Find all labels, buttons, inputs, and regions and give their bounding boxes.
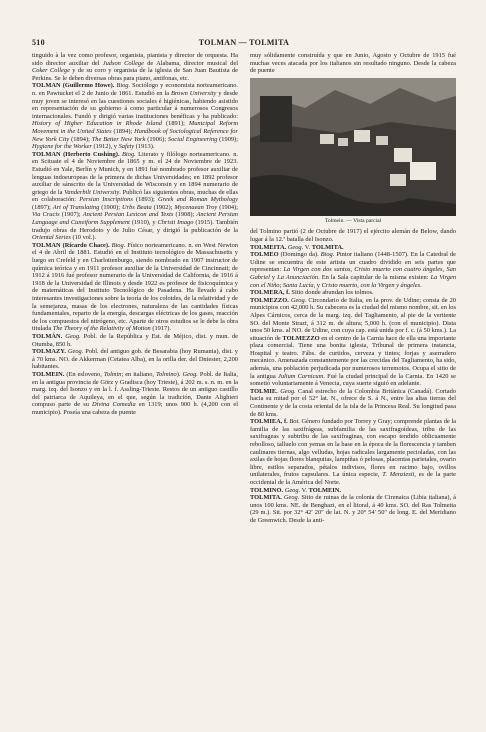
right-column <box>250 52 456 712</box>
entry-paragraph: TOLMEZZO. Geog. Circondario de Italia, en la prov. de Udine; consta de 20 municipios con 42,000 h. Su cabecera es la ciudad del mismo nombre, sit. en los Alpes Cárnicos, cerca de la marg. izq. del Tagliamento, al pie de la vertiente SO. del Monte Strazt, á 312 m. de altura; 5,000 h. (con el municipio). Dista unos 50 kms. al NO. de Udine, con cuya cap. está unida por f. c. (á 50 kms.). La situación de TOLMEZZO en el centro de la Carnia hace de ella una importante plaza comercial. Tiene una bonita iglesia, Tribunal de primera instancia, Hospital y teatro. Fábs. de curtidos, cerveza y tintes; forjas y aserradero mecánico. Amenazada constantemente por las crecidas del Tagliamento, ha sido, además, una población perjudicada por numerosos terremotos. Ocupa el sitio de la antigua Julium Carnicum. Fué la ciudad principal de la Carnia. En 1420 se sometió voluntariamente á Venecia, cuya suerte siguió en adelante. <box>250 296 456 388</box>
entry-paragraph: TOLMAZY. Geog. Pobl. del antiguo gob. de Besarabia (hoy Rumania), dist. y á 70 kms. NO. de Akkerman (Cetatea Alba), en la orilla der. del Dniester, 2,200 habitantes. <box>32 348 238 371</box>
entry-paragraph: TOLMEO (Domingo da). Biog. Pintor italiano (1448-1507). En la Catedral de Udine se encuentra de este artista un cuadro dividido en seis partes que representan: La Virgen con dos santos, Cristo muerto con cuatro ángeles, San Gabriel y La Anunciación. En la Sala capitular de la misma existen: La Virgen con el Niño; Santa Lucía, y Cristo muerto, con la Virgen y ángeles. <box>250 251 456 289</box>
entry-paragraph: TOLMAN (Ricardo Chace). Biog. Físico norteamericano. n. en West Newton el 4 de Abril de 1881. Estudió en el Instituto tecnológico de Massachusetts y luego en Crefeld y en Charlottenburgo, siendo nombrado en 1907 instructor de química teórica y en 1911 profesor auxiliar de la Universidad de Cincinnati; de 1912 á 1916 fué profesor numerario de la Universidad de California, de 1916 á 1918 de la Universidad de Illinois y desde 1922 es profesor de fisicoquímica y de matemáticas del Instituto Tecnológico de Pasadena. Ha llevado á cabo interesantes investigaciones sobre la teoría de los coloides, de la relatividad y de la semejanza, masas de los electrones, naturaleza de las cantidades físicas fundamentales, reparto de la energía, descargas eléctricas de los gases, reacción de los compuestos del nitrógeno, etc. Aparte de otros estudios se le debe la obra titulada The Theory of the Relativity of Motion (1917). <box>32 241 238 333</box>
entry-paragraph: muy sólidamente construída y que en Junio, Agosto y Octubre de 1915 fué muchas veces atacada por los italianos sin resultado ninguno. Desde la cabeza de puente <box>250 52 456 75</box>
entry-paragraph: tinguido à la vez como profesor, organista, pianista y director de orquesta. Ha sido director auxiliar del Judson College de Alabama, director musical del Coker College y de su coro y organista de la iglesia de San Juan Bautista de Perkins. Se le deben diversas obras para piano, antifonas, etc. <box>32 52 238 82</box>
entry-paragraph: TOLMIE. Geog. Canal estrecho de la Colombia Británica (Canadá). Cortado hacia su mitad por el 52° lat. N., ofrece de S. á N., entre las altas tierras del Continente y de la costa oriental de la isla de la Princesa Real. Su longitud pasa de 80 kms. <box>250 387 456 418</box>
entry-paragraph: TOLMEIN. (En esloveno, Tolmin; en italiano, Tolmino). Geog. Pobl. de Italia, en la antigua provincia de Görz y Gradisca (hoy Trieste), á 202 m. s. n. m. en la marg. izq. del Isonzo y en la l. f. Assling-Trieste. Restos de un antiguo castillo del patriarca de Aquileya, en el que, según la tradición, Dante Alighieri compuso parte de su Divina Comedia en 1319; unos 900 h. (4,200 con el municipio). Poseía una cabeza de puente <box>32 370 238 416</box>
entry-paragraph: TOLMIEA, f. Bot. Género fundado por Torrey y Gray; comprende plantas de la familia de las saxifrágeas, subfamilia de las saxifragoídeas, tribu de las saxifrageas y subtribu de las saxifraginas, con escapo tendido oblicuamente rebolloso, talluelo con yemas en la base en la época de la florescencia y tamben caulinares tiernas, algo velludas, hojas radicales largamente pecioladas, con las axilas de hojas flores blanquitas, lampiñas ó pelosas, placentas parietales, ovario libre, estilos separados, pétalos indivisos, flores en racimo bajo, ovillos unilaterales, frutos capsulares. La única especie, T. Menziesii, es de la parte occidental de la América del Norte. <box>250 418 456 486</box>
photo-illustration <box>250 78 456 216</box>
page-number: 510 <box>32 38 45 47</box>
entry-paragraph: TOLMERA, f. Sitio donde abundan los tolmos. <box>250 289 374 297</box>
left-column <box>32 52 238 712</box>
entry-paragraph: del Tolmino partió (2 de Octubre de 1917) el ejército alemán de Below, dando lugar á la 12.ª batalla del Isonzo. <box>250 228 456 243</box>
entry-paragraph: TOLMINO. Geog. V. TOLMEIN. <box>250 486 341 494</box>
right-column-top <box>250 52 456 75</box>
entry-paragraph: TOLMAN (Herberto Cushing). Biog. Literato y filólogo norteamericano. n. en Scituate el 4 de Noviembre de 1865 y m. el 24 de Noviembre de 1923. Estudió en Yale, Berlín y Munich, y en 1891 fué nombrado profesor auxiliar de lenguas indoeuropeas de la primera de dichas Universidades; en 1892 profesor auxiliar de sánscrito de la Universidad de Wisconsin y en 1894 numerario de griego de la Vanderbilt University. Publicó las siguientes obras, muchas de ellas en colaboración: Persian Inscriptions (1893); Greek and Roman Mythology (1897); Art of Translating (1900); Urbs Beata (1902); Mycenaean Troy (1904); Via Crucis (1907); Ancient Persian Lexicon and Texts (1908); Ancient Persian Language and Cuneiform Supplement (1910), y Christi Imago (1915). También tradujo obras de Herodoto y de Julio César, y dirigió la publicación de la Oriental Series (10 vol.). <box>32 150 238 242</box>
entry-paragraph: TOLMÁN. Geog. Pobl. de la República y Est. de Méjico, dist. y mun. de Otumba, 850 h. <box>32 332 238 348</box>
running-title: TOLMAN — TOLMITA <box>198 38 290 47</box>
entry-paragraph: TOLMITA. Geog. Sitio de ruinas de la colonia de Cirenaica (Libia italiana), á unos 100 kms. NE. de Benghazi, en el litoral, á 40 kms. SO. del Ras Tolmeita (29 m.). Sit. por 32° 42′ 20″ de lat. N. y 20° 54′ 50″ de long. E. del Meridiano de Greenwich. Desde la anti- <box>250 494 456 524</box>
page-header <box>32 38 456 50</box>
entry-paragraph: TOLMEITA. Geog. V. TOLMITA. <box>250 243 344 251</box>
entry-paragraph: TOLMAN (Guillermo Howe). Biog. Sociólogo y economista norteamericano. n. en Pawtucket el 2 de Junio de 1861. Estudió en la Brown University y desde muy joven se interesó en las cuestiones sociales é higiénicas, habiendo asistido en representación de su gobierno á como particular á numerosos Congresos internacionales. Fundó y dirigió varias instituciones benéficas y ha publicado: History of Higher Education in Rhode Island (1891); Municipal Reform Movement in the United States (1894); Handbook of Sociological Reference for New York City (1894); The Better New York (1906); Social Engineering (1909); Hygiene for the Worker (1912), y Safety (1913). <box>32 82 238 151</box>
town-photo <box>250 78 456 216</box>
right-column-body <box>250 228 456 524</box>
photo-caption: Tolmein. — Vista parcial <box>324 217 382 224</box>
